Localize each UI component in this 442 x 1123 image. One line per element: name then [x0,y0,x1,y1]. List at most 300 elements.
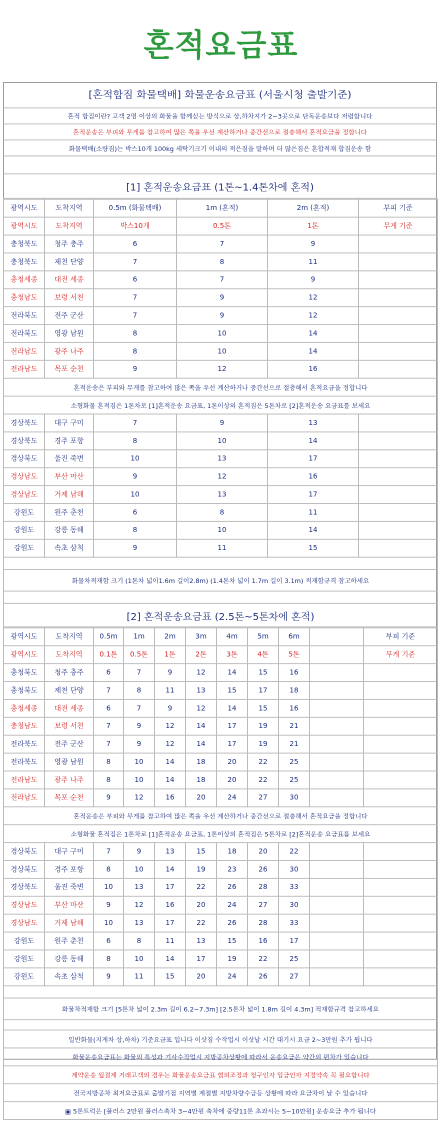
price-cell: 25 [279,950,310,968]
column-header: 광역시도 [4,628,45,646]
note-row [4,378,438,396]
region-cell: 경상북도 [4,450,45,468]
empty-cell [364,753,438,771]
price-cell: 8 [94,325,177,343]
price-cell: 8 [124,932,155,950]
empty-cell [310,682,364,700]
price-cell: 8 [177,504,268,522]
price-cell: 14 [268,432,359,450]
price-cell: 9 [124,735,155,753]
table1-title: [1] 혼적운송요금표 (1톤~1.4톤차에 혼적) [3,174,437,198]
price-cell: 33 [279,914,310,932]
price-cell: 12 [124,896,155,914]
table-row [4,289,438,307]
price-cell: 19 [186,861,217,879]
column-subheader: 도착지역 [45,217,94,235]
destination-cell: 광주 나주 [45,342,94,360]
table-row [4,664,438,682]
region-cell: 경상남도 [4,486,45,504]
table-row [4,504,438,522]
price-cell: 7 [177,235,268,253]
empty-cell [359,342,438,360]
price-cell: 7 [94,253,177,271]
price-cell: 14 [155,861,186,879]
price-cell: 12 [155,735,186,753]
price-cell: 9 [94,468,177,486]
region-cell: 충청남도 [4,289,45,307]
spacer-row [4,557,438,569]
column-header: 부피 기준 [359,199,438,217]
empty-cell [364,735,438,753]
price-cell: 20 [248,843,279,861]
price-cell: 10 [177,342,268,360]
table-row [4,717,438,735]
price-cell: 9 [177,289,268,307]
empty-cell [310,932,364,950]
footer-note: 화물운송요금표는 화물의 특성과 기사수작업시 지방공차상황에 따라서 운송요금은 약간의 편차가 있습니다 [4,1048,438,1066]
price-cell: 14 [217,664,248,682]
truck-spec-note: 화물차적재함 크기 (1톤차 넓이1.6m 길이2.8m) (1.4톤차 넓이 1.7m 길이 3.1m) 적재함규격 참고하세요 [4,569,438,591]
column-subheader: 무게 기준 [364,646,438,664]
price-cell: 21 [279,717,310,735]
price-cell: 17 [248,682,279,700]
empty-cell [359,414,438,432]
destination-cell: 경주 포항 [45,432,94,450]
destination-cell: 대전 세종 [45,699,94,717]
price-cell: 9 [94,539,177,557]
price-cell: 9 [124,717,155,735]
table-row [4,878,438,896]
column-header: 3m [186,628,217,646]
empty-cell [359,360,438,378]
note-row [4,396,438,414]
table-head-row [4,199,438,217]
footer-row [4,1084,438,1102]
column-subheader: 3톤 [217,646,248,664]
column-header: 부피 기준 [364,628,438,646]
region-cell: 전라남도 [4,342,45,360]
region-cell: 충청세종 [4,271,45,289]
table-row [4,360,438,378]
region-cell: 전라북도 [4,753,45,771]
price-cell: 22 [248,950,279,968]
empty-cell [310,735,364,753]
empty-cell [359,450,438,468]
region-cell: 경상남도 [4,468,45,486]
empty-cell [359,253,438,271]
empty-cell [310,771,364,789]
table-row [4,843,438,861]
table-row [4,521,438,539]
spec-row [4,998,438,1020]
destination-cell: 속초 삼척 [45,968,94,986]
region-cell: 경상북도 [4,432,45,450]
footer-note: ▣ 5톤트럭은 [플러스 2만원 플러스축차 3~4만원 축차에 중량11톤 초과시는 5~10만원] 운송요금 추가 됩니다 [4,1102,438,1120]
destination-cell: 청주 충주 [45,235,94,253]
price-cell: 7 [94,682,124,700]
price-cell: 17 [268,486,359,504]
price-cell: 28 [248,914,279,932]
price-cell: 13 [268,414,359,432]
region-cell: 경상북도 [4,843,45,861]
price-cell: 21 [279,735,310,753]
price-cell: 15 [268,539,359,557]
empty-cell [364,682,438,700]
table-row [4,414,438,432]
empty-cell [310,789,364,807]
empty-cell [359,271,438,289]
empty-cell [310,717,364,735]
column-header: 0.5m [94,628,124,646]
region-cell: 충청남도 [4,717,45,735]
region-cell: 전라남도 [4,771,45,789]
price-cell: 8 [94,521,177,539]
table-row [4,539,438,557]
price-cell: 12 [186,699,217,717]
footer-row [4,1102,438,1120]
price-cell: 10 [94,450,177,468]
price-cell: 12 [268,307,359,325]
price-cell: 14 [268,342,359,360]
region-cell: 강원도 [4,521,45,539]
price-cell: 10 [94,914,124,932]
price-cell: 11 [124,968,155,986]
price-cell: 17 [217,735,248,753]
price-cell: 14 [186,717,217,735]
price-cell: 6 [94,664,124,682]
table-row [4,682,438,700]
price-cell: 7 [94,289,177,307]
price-cell: 30 [279,861,310,879]
intro-text: 화물택배(소량짐)는 박스10개 100kg 세탁기크기 이내의 적은짐을 말하며 더 많은짐은 혼합적재 합짐운송 함 [68,144,372,153]
region-cell: 강원도 [4,950,45,968]
region-cell: 충청북도 [4,253,45,271]
spacer-cell [4,591,438,603]
column-header: 도착지역 [45,628,94,646]
footer-note: 일반화물(지게차 상,하차) 기준요금표 입니다 이삿짐 수작업시 이삿날 시간 대기시 요금 2~3만원 추가 됩니다 [4,1030,438,1048]
empty-cell [364,878,438,896]
destination-cell: 광주 나주 [45,771,94,789]
empty-cell [364,664,438,682]
price-cell: 10 [124,861,155,879]
price-cell: 9 [155,664,186,682]
column-subheader: 4톤 [248,646,279,664]
destination-cell: 부산 마산 [45,896,94,914]
spacer-cell [4,1020,438,1030]
price-cell: 13 [124,878,155,896]
column-subheader: 2톤 [186,646,217,664]
destination-cell: 영광 남원 [45,753,94,771]
destination-cell: 경주 포항 [45,861,94,879]
region-cell: 강원도 [4,539,45,557]
column-header: 2m [155,628,186,646]
column-subheader: 0.5톤 [177,217,268,235]
region-cell: 경상북도 [4,861,45,879]
destination-cell: 대구 구미 [45,414,94,432]
price-cell: 13 [177,450,268,468]
spacer-cell [4,986,438,998]
empty-cell [364,968,438,986]
price-cell: 9 [94,789,124,807]
destination-cell: 청주 충주 [45,664,94,682]
price-cell: 27 [248,789,279,807]
price-cell: 19 [248,717,279,735]
price-cell: 10 [177,325,268,343]
empty-cell [359,307,438,325]
column-header: 광역시도 [4,199,45,217]
price-cell: 15 [155,968,186,986]
price-cell: 8 [177,253,268,271]
spacer-cell [4,557,438,569]
destination-cell: 속초 삼척 [45,539,94,557]
destination-cell: 목포 순천 [45,360,94,378]
price-cell: 18 [186,771,217,789]
rate-table-2 [3,627,438,1120]
empty-cell [364,896,438,914]
column-subheader: 광역시도 [4,217,45,235]
price-cell: 9 [94,896,124,914]
column-subheader: 1톤 [155,646,186,664]
price-cell: 19 [248,735,279,753]
price-cell: 9 [94,360,177,378]
column-header: 6m [279,628,310,646]
price-cell: 12 [177,468,268,486]
price-cell: 14 [186,735,217,753]
price-cell: 8 [94,432,177,450]
column-subheader: 5톤 [279,646,310,664]
price-cell: 26 [248,968,279,986]
table-note: 혼적운송은 부피와 무게를 참고하여 많은 쪽을 우선 계산하거나 중간선으로 절충해서 혼적요금을 정합니다 [4,807,438,825]
price-cell: 18 [279,682,310,700]
spacer-row [4,591,438,603]
region-cell: 강원도 [4,968,45,986]
price-cell: 17 [155,914,186,932]
price-cell: 10 [124,771,155,789]
footer-note: 전국지방공차 최저요금표로 출발기점 지역별 계절별 지방차량수급등 상황에 따라 요금차이 날 수 있습니다 [4,1084,438,1102]
price-cell: 7 [94,843,124,861]
price-cell: 12 [155,717,186,735]
empty-cell [310,664,364,682]
price-cell: 24 [217,968,248,986]
price-cell: 8 [94,771,124,789]
region-cell: 전라남도 [4,360,45,378]
column-subheader: 박스10개 [94,217,177,235]
price-cell: 11 [155,932,186,950]
price-cell: 16 [268,468,359,486]
column-subheader: 1톤 [268,217,359,235]
table-row [4,342,438,360]
table-row [4,325,438,343]
price-cell: 16 [279,664,310,682]
spacer-row [3,156,437,174]
destination-cell: 울진 죽변 [45,878,94,896]
region-cell: 강원도 [4,932,45,950]
truck-spec-note: 화물차적재함 크기 [5톤차 넓이 2.3m 길이 6.2~7.3m] [2.5톤차 넓이 1.8m 길이 4.3m] 적재함규격 참고하세요 [4,998,438,1020]
price-cell: 10 [94,486,177,504]
price-cell: 22 [248,753,279,771]
price-cell: 8 [94,861,124,879]
price-cell: 7 [124,664,155,682]
empty-cell [364,699,438,717]
region-cell: 경상북도 [4,414,45,432]
price-cell: 7 [94,414,177,432]
table-row [4,271,438,289]
price-cell: 33 [279,878,310,896]
note-row [4,825,438,843]
region-cell: 충청북도 [4,235,45,253]
empty-cell [364,771,438,789]
price-cell: 20 [186,896,217,914]
price-cell: 7 [94,735,124,753]
price-cell: 20 [217,753,248,771]
price-cell: 26 [217,914,248,932]
region-cell: 충청세종 [4,699,45,717]
intro-line [3,140,437,156]
price-cell: 9 [177,414,268,432]
price-cell: 13 [155,843,186,861]
price-cell: 14 [155,950,186,968]
table2-title-row [4,603,438,627]
price-cell: 17 [279,932,310,950]
table-row [4,896,438,914]
price-cell: 22 [279,843,310,861]
price-cell: 13 [186,932,217,950]
price-cell: 22 [248,771,279,789]
table-note: 소형화물 혼적짐은 1톤차로 [1]혼적운송 요금표, 1톤이상의 혼적짐은 5톤차로 [2]혼적운송 요금표를 보세요 [4,825,438,843]
main-header: [혼적합짐 화물택배] 화물운송요금표 (서울시청 출발기준) [3,82,437,108]
price-cell: 6 [94,235,177,253]
table-row [4,253,438,271]
empty-cell [364,932,438,950]
destination-cell: 제천 단양 [45,682,94,700]
table-row [4,486,438,504]
price-cell: 16 [268,360,359,378]
price-cell: 14 [155,771,186,789]
price-cell: 18 [186,753,217,771]
price-cell: 14 [155,753,186,771]
price-cell: 12 [186,664,217,682]
price-cell: 7 [124,699,155,717]
price-cell: 15 [186,843,217,861]
price-cell: 18 [217,843,248,861]
column-subheader [310,646,364,664]
table-row [4,432,438,450]
empty-cell [310,950,364,968]
region-cell: 경상남도 [4,896,45,914]
empty-cell [359,235,438,253]
table-row [4,753,438,771]
price-cell: 17 [217,717,248,735]
region-cell: 충청북도 [4,682,45,700]
price-cell: 12 [124,789,155,807]
footer-row [4,1048,438,1066]
price-cell: 17 [268,450,359,468]
destination-cell: 대전 세종 [45,271,94,289]
table-row [4,861,438,879]
price-cell: 16 [279,699,310,717]
price-cell: 23 [217,861,248,879]
column-header: 2m (혼적) [268,199,359,217]
empty-cell [359,325,438,343]
empty-cell [310,878,364,896]
spacer-row [4,1020,438,1030]
price-cell: 8 [124,682,155,700]
destination-cell: 거제 남해 [45,486,94,504]
destination-cell: 원주 춘천 [45,504,94,522]
destination-cell: 대구 구미 [45,843,94,861]
footer-note: 계약운송 월결제 거래고객의 경우는 화물운송요금표 협의조정과 청구인자 입금인자 지정약속 꼭 필요합니다 [4,1066,438,1084]
empty-cell [364,914,438,932]
price-cell: 17 [186,950,217,968]
price-cell: 9 [177,307,268,325]
price-cell: 7 [94,307,177,325]
column-header [310,628,364,646]
price-cell: 19 [217,950,248,968]
price-cell: 11 [268,253,359,271]
price-cell: 9 [268,271,359,289]
rate-table-1 [3,199,438,628]
table-row [4,789,438,807]
table-note: 소형화물 혼적짐은 1톤차로 [1]혼적운송 요금표, 1톤이상의 혼적짐은 5톤차로 [2]혼적운송 요금표를 보세요 [4,396,438,414]
price-cell: 27 [279,968,310,986]
destination-cell: 강릉 동해 [45,950,94,968]
empty-cell [310,896,364,914]
price-cell: 13 [177,486,268,504]
column-subheader: 도착지역 [45,646,94,664]
table-row [4,914,438,932]
column-header: 1m (혼적) [177,199,268,217]
price-cell: 9 [268,235,359,253]
table-subhead-row [4,646,438,664]
empty-cell [364,861,438,879]
destination-cell: 보령 서천 [45,289,94,307]
table-row [4,968,438,986]
price-cell: 6 [94,932,124,950]
destination-cell: 전주 군산 [45,307,94,325]
price-cell: 8 [94,342,177,360]
region-cell: 충청북도 [4,664,45,682]
table-row [4,699,438,717]
intro-text: 혼적운송은 부피와 무게를 참고하여 많은 쪽을 우선 계산하거나 중간선으로 절충해서 혼적요금을 정합니다 [73,128,367,137]
region-cell: 전라남도 [4,789,45,807]
price-cell: 8 [94,753,124,771]
price-cell: 6 [94,504,177,522]
price-cell: 13 [186,682,217,700]
destination-cell: 목포 순천 [45,789,94,807]
price-cell: 15 [248,664,279,682]
table-row [4,235,438,253]
note-row [4,807,438,825]
table-subhead-row [4,217,438,235]
price-cell: 15 [217,682,248,700]
price-cell: 14 [268,521,359,539]
price-cell: 20 [186,789,217,807]
empty-cell [310,914,364,932]
price-cell: 20 [217,771,248,789]
footer-row [4,1066,438,1084]
spec-row [4,569,438,591]
page-title: 혼적요금표 [143,28,299,64]
price-cell: 17 [155,878,186,896]
price-cell: 10 [177,521,268,539]
price-cell: 30 [279,789,310,807]
destination-cell: 전주 군산 [45,735,94,753]
table-note: 혼적운송은 부피와 무게를 참고하여 많은 쪽을 우선 계산하거나 중간선으로 절충해서 혼적요금을 정합니다 [4,378,438,396]
table-row [4,771,438,789]
price-cell: 16 [155,896,186,914]
price-cell: 10 [124,753,155,771]
column-subheader: 광역시도 [4,646,45,664]
